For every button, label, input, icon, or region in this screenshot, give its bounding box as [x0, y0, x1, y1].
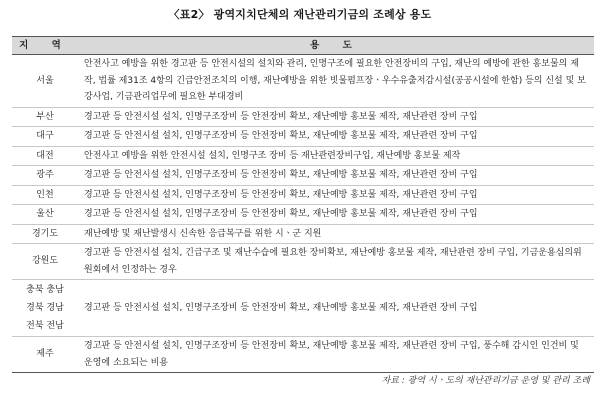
table-row — [12, 280, 594, 337]
table-row — [12, 185, 594, 205]
table-row — [12, 205, 594, 225]
region-line: 경북 경남 — [26, 303, 64, 313]
source-note: 자료 : 광역 시ㆍ도의 재난관리기금 운영 및 관리 조례 — [381, 376, 590, 386]
region-cell: 광주 — [12, 166, 78, 186]
table-row — [12, 224, 594, 244]
table-row — [12, 244, 594, 280]
use-cell: 경고판 등 안전시설 설치, 인명구조장비 등 안전장비 확보, 재난예방 홍보물 제작, 재난관련 장비 구입 — [78, 166, 594, 186]
region-cell: 대구 — [12, 127, 78, 147]
use-cell: 경고판 등 안전시설 설치, 인명구조장비 등 안전장비 확보, 재난예방 홍보물 제작, 재난관련 장비 구입 — [78, 205, 594, 225]
region-cell: 서울 — [12, 55, 78, 108]
use-cell: 경고판 등 안전시설 설치, 인명구조장비 등 안전장비 확보, 재난예방 홍보물 제작, 재난관련 장비 구입 — [78, 107, 594, 127]
region-cell: 부산 — [12, 107, 78, 127]
use-cell: 안전사고 예방을 위한 안전시설 설치, 인명구조 장비 등 재난관련장비구입, 재난예방 홍보물 제작 — [78, 146, 594, 166]
use-cell: 경고판 등 안전시설 설치, 인명구조장비 등 안전장비 확보, 재난예방 홍보물 제작, 재난관련 장비 구입, 풍수해 감시인 인건비 및 운영에 소요되는 비용 — [78, 337, 594, 373]
table-row — [12, 146, 594, 166]
table-header-row — [12, 37, 594, 55]
region-cell: 강원도 — [12, 244, 78, 280]
table-caption: 〈표2〉 광역지치단체의 재난관리기금의 조례상 용도 — [168, 8, 432, 21]
region-cell: 제주 — [12, 337, 78, 373]
use-cell: 안전사고 예방을 위한 경고판 등 안전시설의 설치와 관리, 인명구조에 필요한 안전장비의 구입, 재난의 예방에 관한 홍보물의 제작, 법률 제31조 4항의 긴급안전조치의 이행, 재난예방을 위한 빗물펌프장ㆍ우수유출저감시설(공공시설에 한함) 등의 신설 및 보강사업, 기금관리업무에 필요한 부대경비 — [78, 55, 594, 108]
header-region: 지 역 — [12, 37, 78, 55]
region-line: 전북 전남 — [26, 321, 64, 331]
table-row — [12, 55, 594, 108]
region-line: 충북 충남 — [26, 285, 64, 295]
table-row — [12, 107, 594, 127]
use-cell: 경고판 등 안전시설 설치, 인명구조장비 등 안전장비 확보, 재난예방 홍보물 제작, 재난관련 장비 구입 — [78, 185, 594, 205]
use-cell: 경고판 등 안전시설 설치, 인명구조장비 등 안전장비 확보, 재난예방 홍보물 제작, 재난관련 장비 구입 — [78, 127, 594, 147]
header-use: 용 도 — [78, 37, 594, 55]
region-cell: 울산 — [12, 205, 78, 225]
region-cell: 대전 — [12, 146, 78, 166]
region-cell: 인천 — [12, 185, 78, 205]
region-cell: 경기도 — [12, 224, 78, 244]
use-cell: 재난예방 및 재난발생시 신속한 응급복구를 위한 시ㆍ군 지원 — [78, 224, 594, 244]
use-cell: 경고판 등 안전시설 설치, 인명구조장비 등 안전장비 확보, 재난예방 홍보물 제작, 재난관련 장비 구입 — [78, 280, 594, 337]
table-row — [12, 127, 594, 147]
use-cell: 경고판 등 안전시설 설치, 긴급구조 및 재난수습에 필요한 장비확보, 재난예방 홍보물 제작, 재난관련 장비 구입, 기금운용심의위원회에서 인정하는 경우 — [78, 244, 594, 280]
table-row — [12, 337, 594, 373]
table-row — [12, 166, 594, 186]
usage-table — [12, 36, 594, 373]
region-cell — [12, 280, 78, 337]
